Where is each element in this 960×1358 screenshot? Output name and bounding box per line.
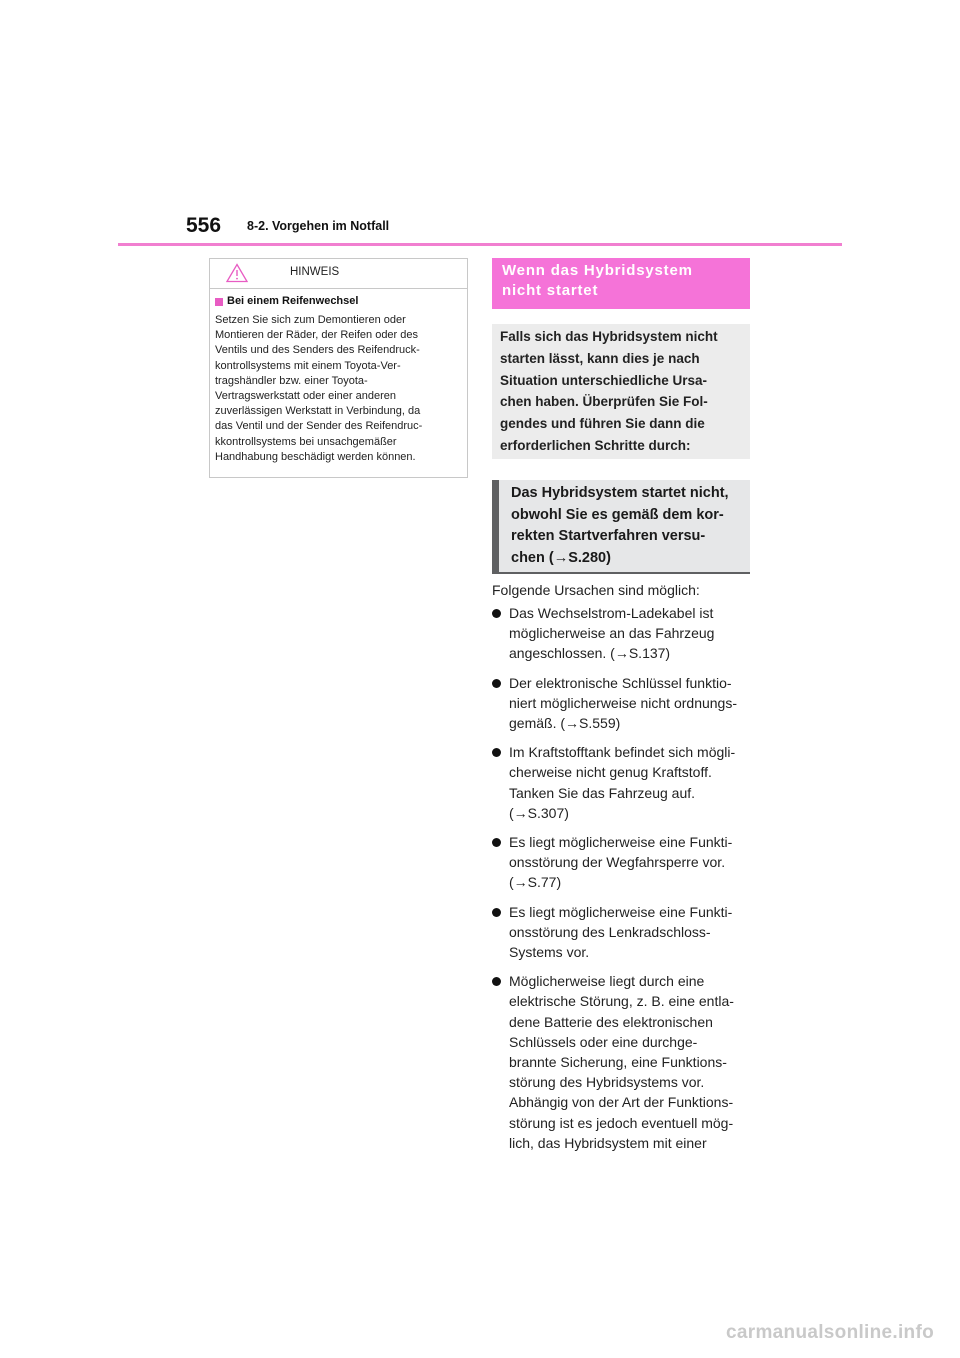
subheading-line: Das Hybridsystem startet nicht, <box>511 485 729 501</box>
cause-line: niert möglicherweise nicht ordnungs- <box>509 694 737 711</box>
cause-item <box>492 742 754 823</box>
bullet-icon <box>492 838 501 847</box>
subheading-line: chen (→S.280) <box>511 549 611 566</box>
cause-line: Das Wechselstrom-Ladekabel ist <box>509 605 714 621</box>
notice-line: das Ventil und der Sender des Reifendruc- <box>215 420 423 433</box>
notice-box <box>209 258 468 478</box>
bullet-icon <box>492 977 501 986</box>
notice-body <box>210 289 467 465</box>
cause-line: störung des Hybridsystems vor. <box>509 1074 705 1091</box>
cause-line: gemäß. (→S.559) <box>509 715 621 732</box>
intro-line: chen haben. Überprüfen Sie Fol- <box>500 394 708 410</box>
subheading-line: obwohl Sie es gemäß dem kor- <box>511 506 724 523</box>
intro-line: starten lässt, kann dies je nach <box>500 350 700 366</box>
cause-line: Schlüssels oder eine durchge- <box>509 1033 698 1050</box>
notice-header <box>210 259 467 289</box>
cause-item <box>492 832 754 893</box>
cause-line: elektrische Störung, z. B. eine entla- <box>509 993 734 1010</box>
cause-line: (→S.307) <box>509 804 569 821</box>
cause-list <box>492 603 754 1162</box>
notice-line: tragshändler bzw. einer Toyota- <box>215 374 368 387</box>
notice-line: Vertragswerkstatt oder einer anderen <box>215 390 396 403</box>
cause-line: Systems vor. <box>509 944 590 961</box>
notice-line: kontrollsystems mit einem Toyota-Ver- <box>215 359 401 372</box>
page-number: 556 <box>186 214 222 237</box>
notice-subheading <box>215 294 462 309</box>
intro-line: gendes und führen Sie dann die <box>500 416 705 432</box>
notice-label: HINWEIS <box>290 266 340 278</box>
section-heading-line: nicht startet <box>502 282 599 299</box>
cause-line: onsstörung des Lenkradschloss- <box>509 923 711 940</box>
section-heading-line: Wenn das Hybridsystem <box>502 262 693 279</box>
cause-line: Tanken Sie das Fahrzeug auf. <box>509 784 696 801</box>
watermark: carmanualsonline.info <box>726 1322 934 1343</box>
cause-line: Möglicherweise liegt durch eine <box>509 973 705 990</box>
notice-subheading-text: Bei einem Reifenwechsel <box>227 295 359 307</box>
cause-line: störung ist es jedoch eventuell mög- <box>509 1114 734 1131</box>
cause-line: Abhängig von der Art der Funktions- <box>509 1094 734 1111</box>
cause-line: Es liegt möglicherweise eine Funkti- <box>509 834 733 851</box>
notice-line: zuverlässigen Werkstatt in Verbindung, da <box>215 405 421 418</box>
notice-line: Handhabung beschädigt werden können. <box>215 450 416 463</box>
cause-item <box>492 603 754 664</box>
intro-box <box>492 324 750 459</box>
notice-line: Ventils und des Senders des Reifendruck- <box>215 344 420 357</box>
cause-line: (→S.77) <box>509 874 562 891</box>
cause-line: lich, das Hybridsystem mit einer <box>509 1134 707 1151</box>
notice-line: Setzen Sie sich zum Demontieren oder <box>215 314 406 326</box>
intro-line: erforderlichen Schritte durch: <box>500 437 691 453</box>
cause-line: Der elektronische Schlüssel funktio- <box>509 674 732 691</box>
bullet-icon <box>492 908 501 917</box>
section-heading <box>492 258 750 309</box>
cause-line: brannte Sicherung, eine Funktions- <box>509 1054 727 1071</box>
cause-line: dene Batterie des elektronischen <box>509 1013 713 1030</box>
warning-triangle-icon <box>226 263 248 283</box>
intro-line: Situation unterschiedliche Ursa- <box>500 372 708 388</box>
bullet-icon <box>492 679 501 688</box>
cause-line: Es liegt möglicherweise eine Funkti- <box>509 903 733 920</box>
cause-line: Im Kraftstofftank befindet sich mögli- <box>509 744 736 761</box>
square-bullet-icon <box>215 298 223 306</box>
section-title: 8-2. Vorgehen im Notfall <box>247 219 390 233</box>
cause-line: cherweise nicht genug Kraftstoff. <box>509 764 712 781</box>
causes-intro: Folgende Ursachen sind möglich: <box>492 582 700 598</box>
cause-item <box>492 902 754 963</box>
notice-line: Montieren der Räder, der Reifen oder des <box>215 329 419 342</box>
subheading-line: rekten Startverfahren versu- <box>511 528 706 545</box>
cause-line: möglicherweise an das Fahrzeug <box>509 625 715 642</box>
notice-line: kkontrollsystems bei unsachgemäßer <box>215 435 397 448</box>
cause-item <box>492 971 754 1153</box>
header-rule <box>118 243 842 246</box>
subheading-box <box>492 480 750 574</box>
bullet-icon <box>492 748 501 757</box>
notice-text <box>215 313 462 465</box>
cause-line: angeschlossen. (→S.137) <box>509 645 671 662</box>
cause-item <box>492 673 754 734</box>
cause-line: onsstörung der Wegfahrsperre vor. <box>509 854 726 871</box>
bullet-icon <box>492 609 501 618</box>
intro-line: Falls sich das Hybridsystem nicht <box>500 329 718 344</box>
